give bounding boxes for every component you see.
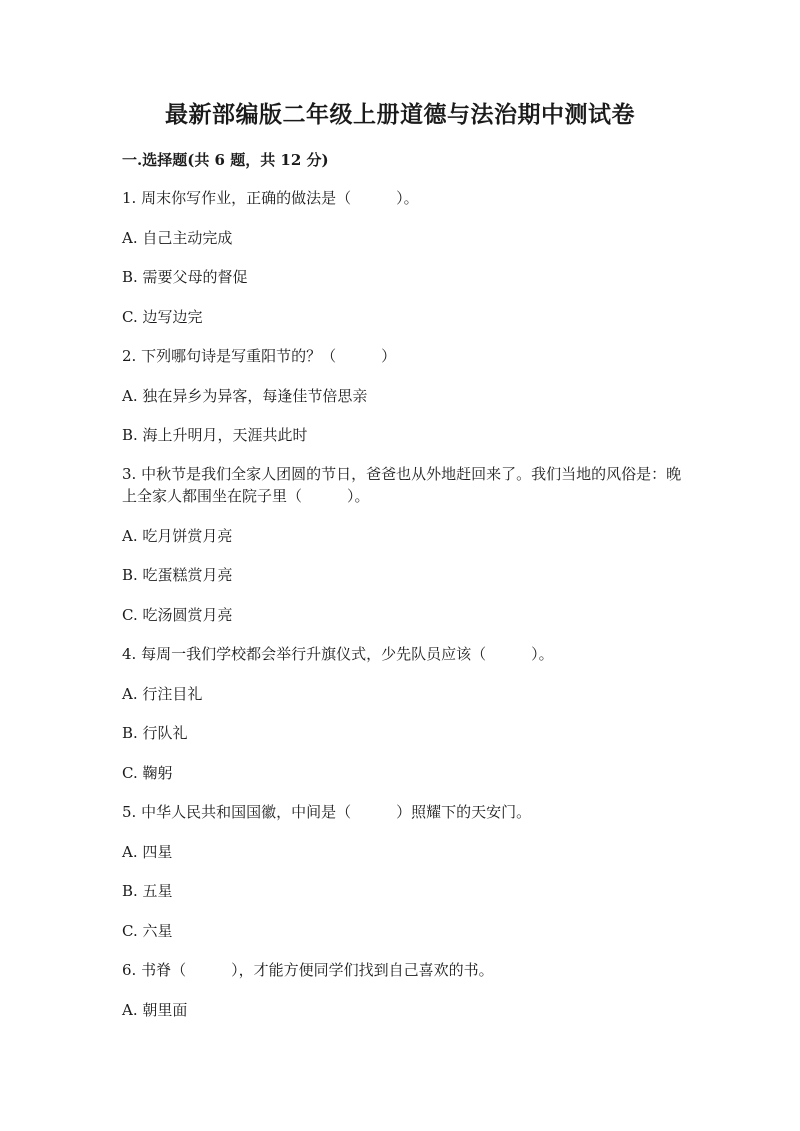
question-stem: 1. 周末你写作业，正确的做法是（ ）。 xyxy=(122,189,419,207)
question-stem: 3. 中秋节是我们全家人团圆的节日，爸爸也从外地赶回来了。我们当地的风俗是：晚上全家人都围坐在院子里（ ）。 xyxy=(122,465,682,505)
option-item: A. 吃月饼赏月亮 xyxy=(122,527,233,545)
section-heading: 一.选择题(共 6 题，共 12 分) xyxy=(122,151,329,169)
option-item: B. 需要父母的督促 xyxy=(122,268,248,286)
page-title: 最新部编版二年级上册道德与法治期中测试卷 xyxy=(165,101,635,128)
question-stem: 6. 书脊（ ），才能方便同学们找到自己喜欢的书。 xyxy=(122,961,494,979)
option-item: B. 海上升明月，天涯共此时 xyxy=(122,426,308,444)
option-item: B. 行队礼 xyxy=(122,724,188,742)
option-item: C. 边写边完 xyxy=(122,308,203,326)
option-item: A. 行注目礼 xyxy=(122,685,203,703)
option-item: A. 四星 xyxy=(122,843,173,861)
question-stem: 2. 下列哪句诗是写重阳节的？（ ） xyxy=(122,347,397,365)
option-item: C. 六星 xyxy=(122,922,173,940)
option-item: C. 鞠躬 xyxy=(122,764,173,782)
option-item: B. 吃蛋糕赏月亮 xyxy=(122,566,233,584)
question-stem: 5. 中华人民共和国国徽，中间是（ ）照耀下的天安门。 xyxy=(122,803,532,821)
option-item: A. 自己主动完成 xyxy=(122,229,233,247)
option-item: C. 吃汤圆赏月亮 xyxy=(122,606,233,624)
option-item: B. 五星 xyxy=(122,882,173,900)
option-item: A. 独在异乡为异客，每逢佳节倍思亲 xyxy=(122,387,368,405)
option-item: A. 朝里面 xyxy=(122,1001,188,1019)
question-stem: 4. 每周一我们学校都会举行升旗仪式，少先队员应该（ ）。 xyxy=(122,645,554,663)
